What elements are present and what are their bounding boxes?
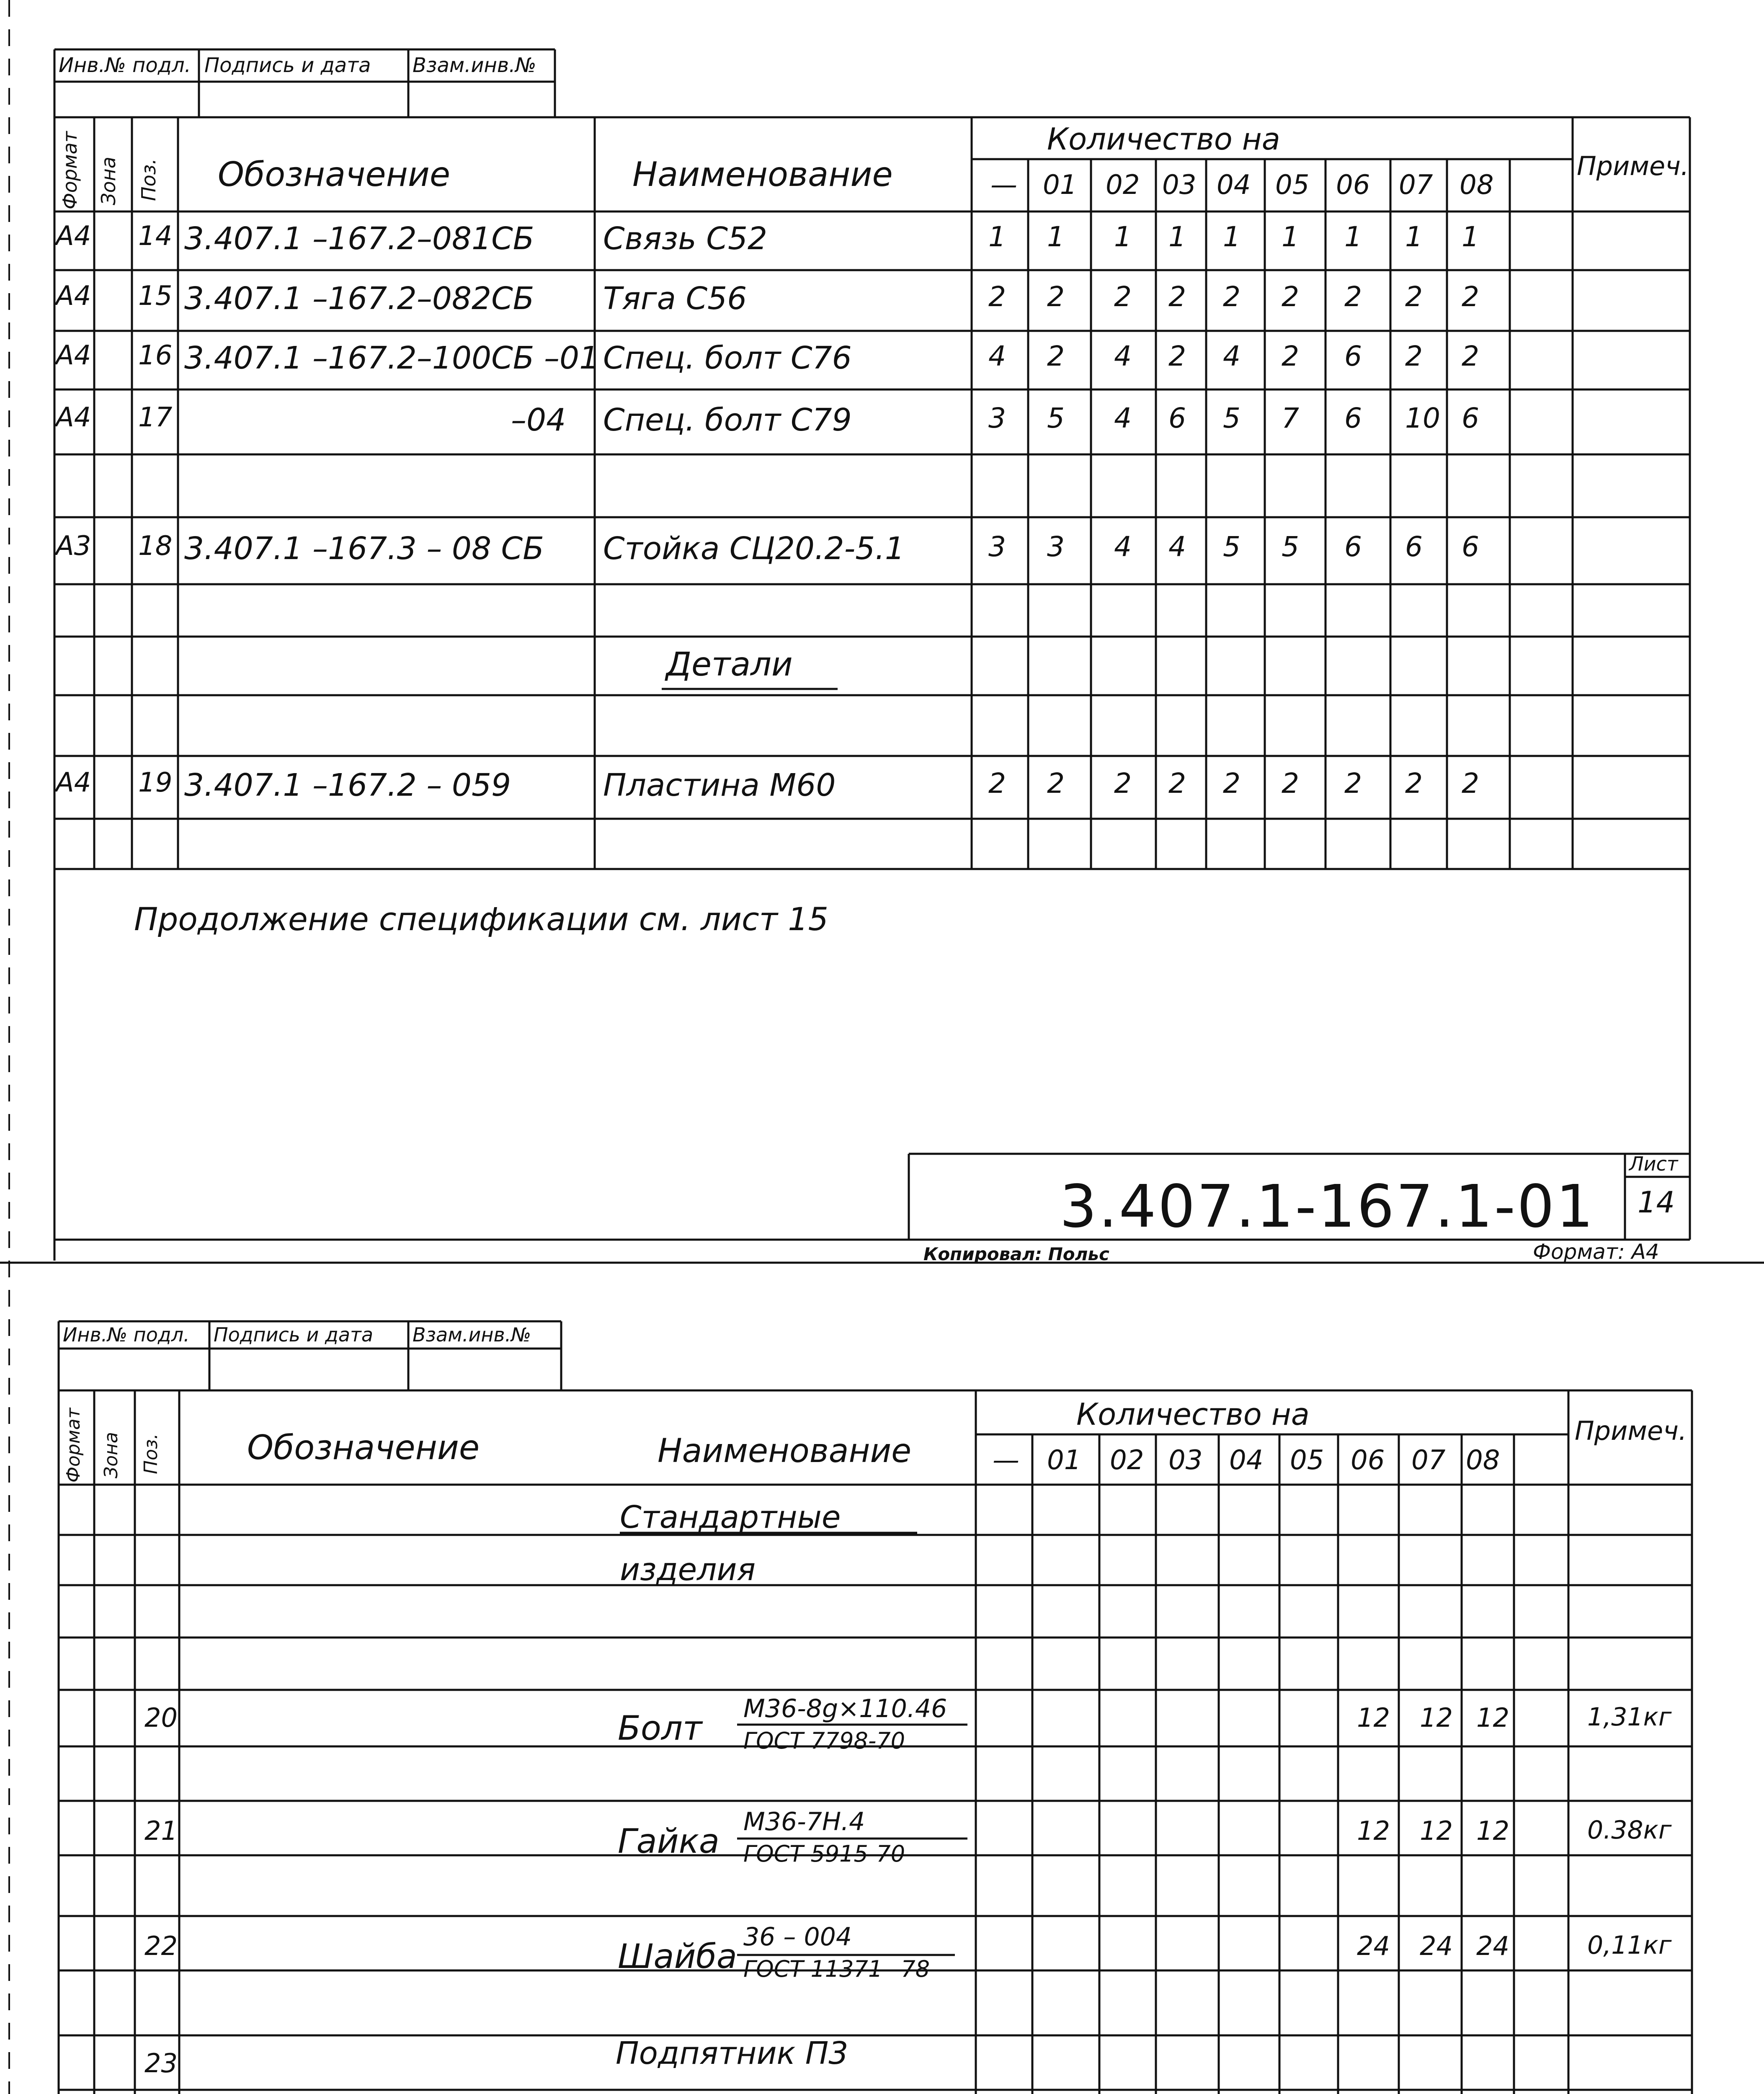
row-qty-base: 2 [988,767,1006,799]
item-name: Гайка [618,1822,720,1861]
header-oboznachenie: Обозначение [218,155,451,194]
variant2-base: — [993,1445,1019,1476]
variant-05: 05 [1275,170,1310,201]
item-qty-07: 24 [1420,1931,1453,1961]
row-qty-05: 5 [1282,531,1299,563]
row-designation: 3.407.1 –167.2–081СБ [184,221,534,257]
item-weight: 1,31кг [1587,1702,1672,1732]
row-qty-03: 4 [1168,531,1186,563]
row-qty-08: 1 [1462,221,1479,253]
row-qty-05: 2 [1282,280,1299,313]
item-standard: ГОСТ 5915-70 [743,1841,905,1867]
row-qty-07: 2 [1405,280,1423,313]
row-name: Пластина М60 [603,767,836,803]
item-weight: 0.38кг [1587,1815,1672,1845]
row-qty-06: 2 [1344,280,1362,313]
row-designation: 3.407.1 –167.2–082СБ [184,280,534,317]
header-format: Формат [59,131,81,209]
item-qty-08: 12 [1476,1815,1509,1846]
row-qty-05: 7 [1282,402,1299,434]
item-spec: 36 – 004 [743,1922,852,1952]
row-qty-01: 2 [1047,767,1065,799]
row-qty-03: 2 [1168,280,1186,313]
row-qty-02: 4 [1114,531,1132,563]
row-qty-08: 2 [1462,767,1479,799]
row-name: Спец. болт С76 [603,340,852,376]
row-qty-04: 5 [1223,402,1240,434]
header2-naimenovanie: Наименование [658,1432,912,1470]
item-qty-08: 12 [1476,1702,1509,1733]
row-position: 18 [138,531,173,562]
variant-03: 03 [1162,170,1197,201]
item-name: Шайба [618,1937,737,1976]
row-format: А4 [56,340,91,371]
row-qty-02: 4 [1114,340,1132,372]
row-position: 16 [138,340,173,371]
sheet-separator [0,1261,1764,1265]
header2-primech: Примеч. [1575,1416,1687,1446]
row-qty-base: 3 [988,402,1006,434]
item-qty-06: 24 [1357,1931,1390,1961]
row-qty-01: 2 [1047,280,1065,313]
format-label: Формат: А4 [1533,1240,1659,1264]
item-name: Подпятник П3 [616,2035,848,2071]
row-qty-07: 10 [1405,402,1440,434]
row-qty-base: 3 [988,531,1006,563]
header-poz: Поз. [137,158,160,201]
row-qty-01: 5 [1047,402,1065,434]
title-code: 3.407.1-167.1-01 [1060,1173,1595,1241]
row-format: А4 [56,767,91,798]
row-name: Тяга С56 [603,280,747,317]
variant-01: 01 [1043,170,1077,201]
item-weight: 0,11кг [1587,1931,1672,1960]
row-qty-03: 2 [1168,767,1186,799]
variant2-02: 02 [1110,1445,1144,1476]
row-qty-08: 6 [1462,531,1479,563]
row-qty-06: 6 [1344,402,1362,434]
row-qty-04: 5 [1223,531,1240,563]
stamp2-inv-podl: Инв.№ подл. [63,1323,190,1346]
row-format: А4 [56,221,91,252]
row-qty-07: 2 [1405,767,1423,799]
row-format: А4 [56,402,91,433]
row-qty-02: 2 [1114,280,1132,313]
row-qty-base: 1 [988,221,1006,253]
row-qty-01: 2 [1047,340,1065,372]
header2-poz: Поз. [140,1433,162,1474]
row-format: А3 [56,531,91,562]
copied-by: Копировал: Польс [923,1244,1109,1264]
variant2-06: 06 [1351,1445,1385,1476]
item-position: 21 [144,1815,178,1846]
item-position: 20 [144,1702,178,1733]
variant-02: 02 [1106,170,1140,201]
header2-format: Формат [63,1408,84,1483]
item-qty-06: 12 [1357,1702,1390,1733]
variant2-05: 05 [1290,1445,1324,1476]
stamp2-podpis-data: Подпись и дата [214,1323,374,1346]
list-label: Лист [1629,1153,1678,1175]
row-designation: 3.407.1 –167.2 – 059 [184,767,511,803]
row-qty-02: 1 [1114,221,1132,253]
row-qty-03: 2 [1168,340,1186,372]
item-standard: ГОСТ 7798-70 [743,1728,905,1754]
variant-base: — [990,170,1017,201]
variant-07: 07 [1399,170,1433,201]
row-qty-06: 6 [1344,531,1362,563]
item-standard: ГОСТ 11371– 78 [743,1956,930,1982]
stamp2-vzam-inv: Взам.инв.№ [413,1323,531,1346]
row-designation: 3.407.1 –167.2–100СБ –01 [184,340,599,376]
header2-zona: Зона [101,1432,122,1478]
row-qty-01: 1 [1047,221,1065,253]
row-qty-08: 2 [1462,340,1479,372]
row-position: 17 [138,402,173,433]
row-qty-02: 2 [1114,767,1132,799]
row-qty-04: 1 [1223,221,1240,253]
row-position: 15 [138,280,173,312]
variant-08: 08 [1460,170,1494,201]
row-qty-05: 2 [1282,767,1299,799]
item-qty-06: 12 [1357,1815,1390,1846]
row-qty-base: 2 [988,280,1006,313]
row-qty-04: 4 [1223,340,1240,372]
row-designation: –04 [511,402,566,438]
row-position: 14 [138,221,173,252]
header2-kolichestvo: Количество на [1076,1397,1310,1432]
section-title-items: изделия [620,1552,756,1588]
variant2-03: 03 [1168,1445,1203,1476]
header-zona: Зона [97,157,120,205]
row-qty-07: 2 [1405,340,1423,372]
row-qty-04: 2 [1223,767,1240,799]
row-name: Спец. болт С79 [603,402,852,438]
row-qty-base: 4 [988,340,1006,372]
row-qty-05: 2 [1282,340,1299,372]
header2-variants [976,1439,1568,1483]
item-qty-08: 24 [1476,1931,1509,1961]
row-name: Стойка СЦ20.2-5.1 [603,531,905,567]
row-name: Детали [666,646,793,683]
header-naimenovanie: Наименование [632,155,893,194]
variant-04: 04 [1217,170,1251,201]
header2-oboznachenie: Обозначение [247,1428,480,1467]
variant2-07: 07 [1411,1445,1446,1476]
sheet-15 [0,1273,1764,2094]
header-kolichestvo: Количество на [1047,121,1280,157]
row-qty-02: 4 [1114,402,1132,434]
variant2-08: 08 [1466,1445,1500,1476]
item-spec: М36-8g×110.46 [743,1694,947,1723]
item-qty-07: 12 [1420,1702,1453,1733]
header-primech: Примеч. [1577,151,1689,181]
variant2-01: 01 [1047,1445,1081,1476]
list-number: 14 [1638,1185,1675,1220]
stamp-vzam-inv: Взам.инв.№ [413,54,536,77]
continuation-note: Продолжение спецификации см. лист 15 [134,900,828,938]
variant2-04: 04 [1229,1445,1264,1476]
variant-06: 06 [1336,170,1370,201]
row-qty-06: 6 [1344,340,1362,372]
item-position: 22 [144,1931,178,1961]
row-qty-05: 1 [1282,221,1299,253]
stamp-inv-podl: Инв.№ подл. [59,54,191,77]
row-qty-01: 3 [1047,531,1065,563]
row-qty-08: 2 [1462,280,1479,313]
header-variants [972,163,1573,209]
row-qty-08: 6 [1462,402,1479,434]
item-name: Болт [618,1709,702,1748]
row-format: А4 [56,280,91,312]
row-designation: 3.407.1 –167.3 – 08 СБ [184,531,544,567]
section-title-standard: Стандартные [620,1499,841,1535]
row-qty-06: 1 [1344,221,1362,253]
row-qty-03: 1 [1168,221,1186,253]
item-spec: М36-7Н.4 [743,1807,865,1836]
row-qty-03: 6 [1168,402,1186,434]
stamp-podpis-data: Подпись и дата [204,54,371,77]
row-name: Связь С52 [603,221,768,257]
item-qty-07: 12 [1420,1815,1453,1846]
row-qty-04: 2 [1223,280,1240,313]
item-position: 23 [144,2048,178,2079]
row-qty-06: 2 [1344,767,1362,799]
row-position: 19 [138,767,173,798]
row-qty-07: 6 [1405,531,1423,563]
row-qty-07: 1 [1405,221,1423,253]
